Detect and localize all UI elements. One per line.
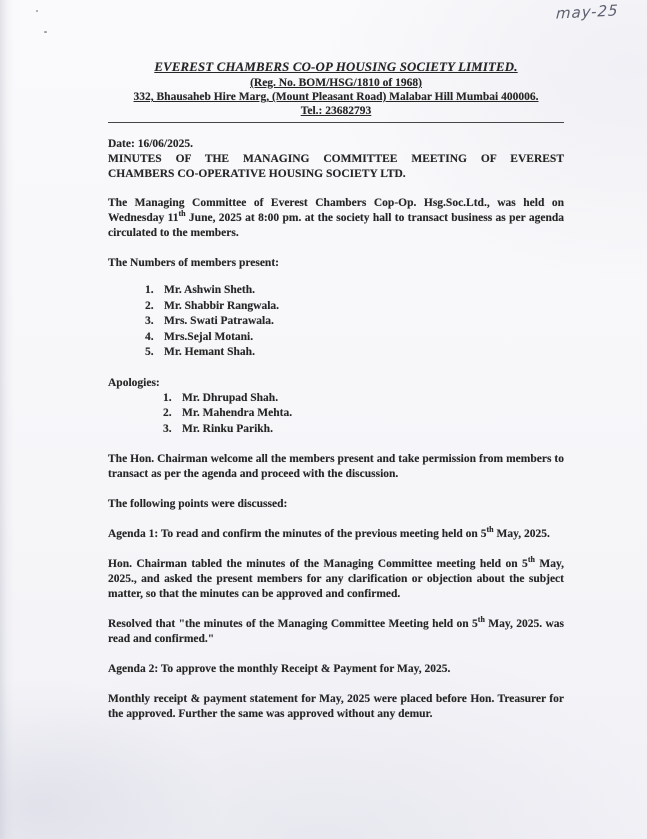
ordinal-superscript: th (178, 209, 186, 219)
resolved-paragraph (108, 617, 564, 647)
document-content (108, 58, 564, 737)
society-address: 332, Bhausaheb Hire Marg, (Mount Pleasant Road) Malabar Hill Mumbai 400006. (133, 91, 539, 103)
member-name: Mrs. Swati Patrawala. (164, 315, 274, 327)
item-number: 3. (163, 422, 172, 435)
resolved-text-cont: May, 2025. was read and confirmed." (108, 618, 565, 645)
apologies-list (163, 391, 564, 438)
members-present-list (145, 283, 564, 361)
item-number: 5. (145, 346, 154, 358)
item-number: 2. (163, 407, 172, 419)
member-name: Mr. Rinku Parikh. (182, 422, 273, 435)
item-number: 1. (145, 284, 154, 296)
document-title (108, 152, 564, 182)
apology-item (163, 422, 564, 438)
ordinal-superscript: th (477, 615, 485, 625)
intro-text-cont: June, 2025 at 8:00 pm. at the society hall to transact business as per agenda circulated to the members. (108, 212, 564, 239)
members-heading: The Numbers of members present: (108, 257, 279, 269)
title-line-2: CHAMBERS CO-OPERATIVE HOUSING SOCIETY LTD. (108, 168, 406, 180)
item-number: 3. (145, 315, 154, 327)
member-name: Mrs.Sejal Motani. (164, 330, 254, 343)
paper-speck (36, 10, 38, 12)
intro-text: The Managing Committee of Everest Chambers Cop-Op. Hsg.Soc.Ltd., was held on Wednesday 11 (108, 197, 564, 224)
apologies-heading: Apologies: (108, 376, 160, 389)
member-item (145, 330, 564, 346)
tabled-text-cont: May, 2025., and asked the present members for any clarification or objection about the subject matter, so that the minutes can be approved and confirmed. (108, 558, 564, 600)
member-name: Mr. Shabbir Rangwala. (164, 299, 280, 312)
member-name: Mr. Ashwin Sheth. (164, 284, 255, 296)
monthly-paragraph: Monthly receipt & payment statement for May, 2025 were placed before Hon. Treasurer for the approved. Further the same was approved without any demur. (108, 693, 564, 720)
item-number: 1. (163, 391, 172, 404)
apology-item (163, 391, 564, 407)
agenda-1-paragraph (108, 527, 564, 542)
member-item (145, 283, 564, 299)
registration-number: (Reg. No. BOM/HSG/1810 of 1968) (250, 77, 422, 89)
member-name: Mr. Dhrupad Shah. (182, 391, 279, 404)
letterhead (108, 58, 564, 123)
ordinal-superscript: th (486, 525, 494, 535)
tabled-text: Hon. Chairman tabled the minutes of the Managing Committee meeting held on 5 (108, 558, 528, 570)
tabled-paragraph (108, 557, 564, 602)
header-divider (108, 122, 564, 123)
title-line-1: MINUTES OF THE MANAGING COMMITTEE MEETING OF EVEREST (108, 153, 564, 165)
intro-paragraph (108, 196, 564, 241)
paper-speck (44, 31, 47, 33)
agenda-1-text: Agenda 1: To read and confirm the minutes of the previous meeting held on 5 (108, 528, 487, 540)
date-line: Date: 16/06/2025. (108, 138, 193, 150)
item-number: 4. (145, 330, 154, 343)
agenda-2-paragraph: Agenda 2: To approve the monthly Receipt & Payment for May, 2025. (108, 663, 451, 675)
handwritten-note: may-25 (555, 1, 620, 23)
welcome-paragraph: The Hon. Chairman welcome all the members present and take permission from members to transact as per the agenda and proceed with the discussion. (108, 453, 564, 480)
member-name: Mr. Hemant Shah. (164, 346, 255, 358)
ordinal-superscript: th (527, 555, 535, 565)
item-number: 2. (145, 299, 154, 312)
society-name: EVEREST CHAMBERS CO-OP HOUSING SOCIETY LIMITED. (154, 60, 518, 74)
agenda-1-text-cont: May, 2025. (493, 528, 550, 540)
member-item (145, 299, 564, 315)
member-item (145, 314, 564, 330)
society-telephone: Tel.: 23682793 (300, 105, 372, 117)
member-name: Mr. Mahendra Mehta. (182, 407, 293, 419)
points-intro: The following points were discussed: (108, 498, 288, 510)
member-item (145, 345, 564, 361)
resolved-text: Resolved that "the minutes of the Managing Committee Meeting held on 5 (108, 618, 478, 630)
apology-item (163, 406, 564, 422)
